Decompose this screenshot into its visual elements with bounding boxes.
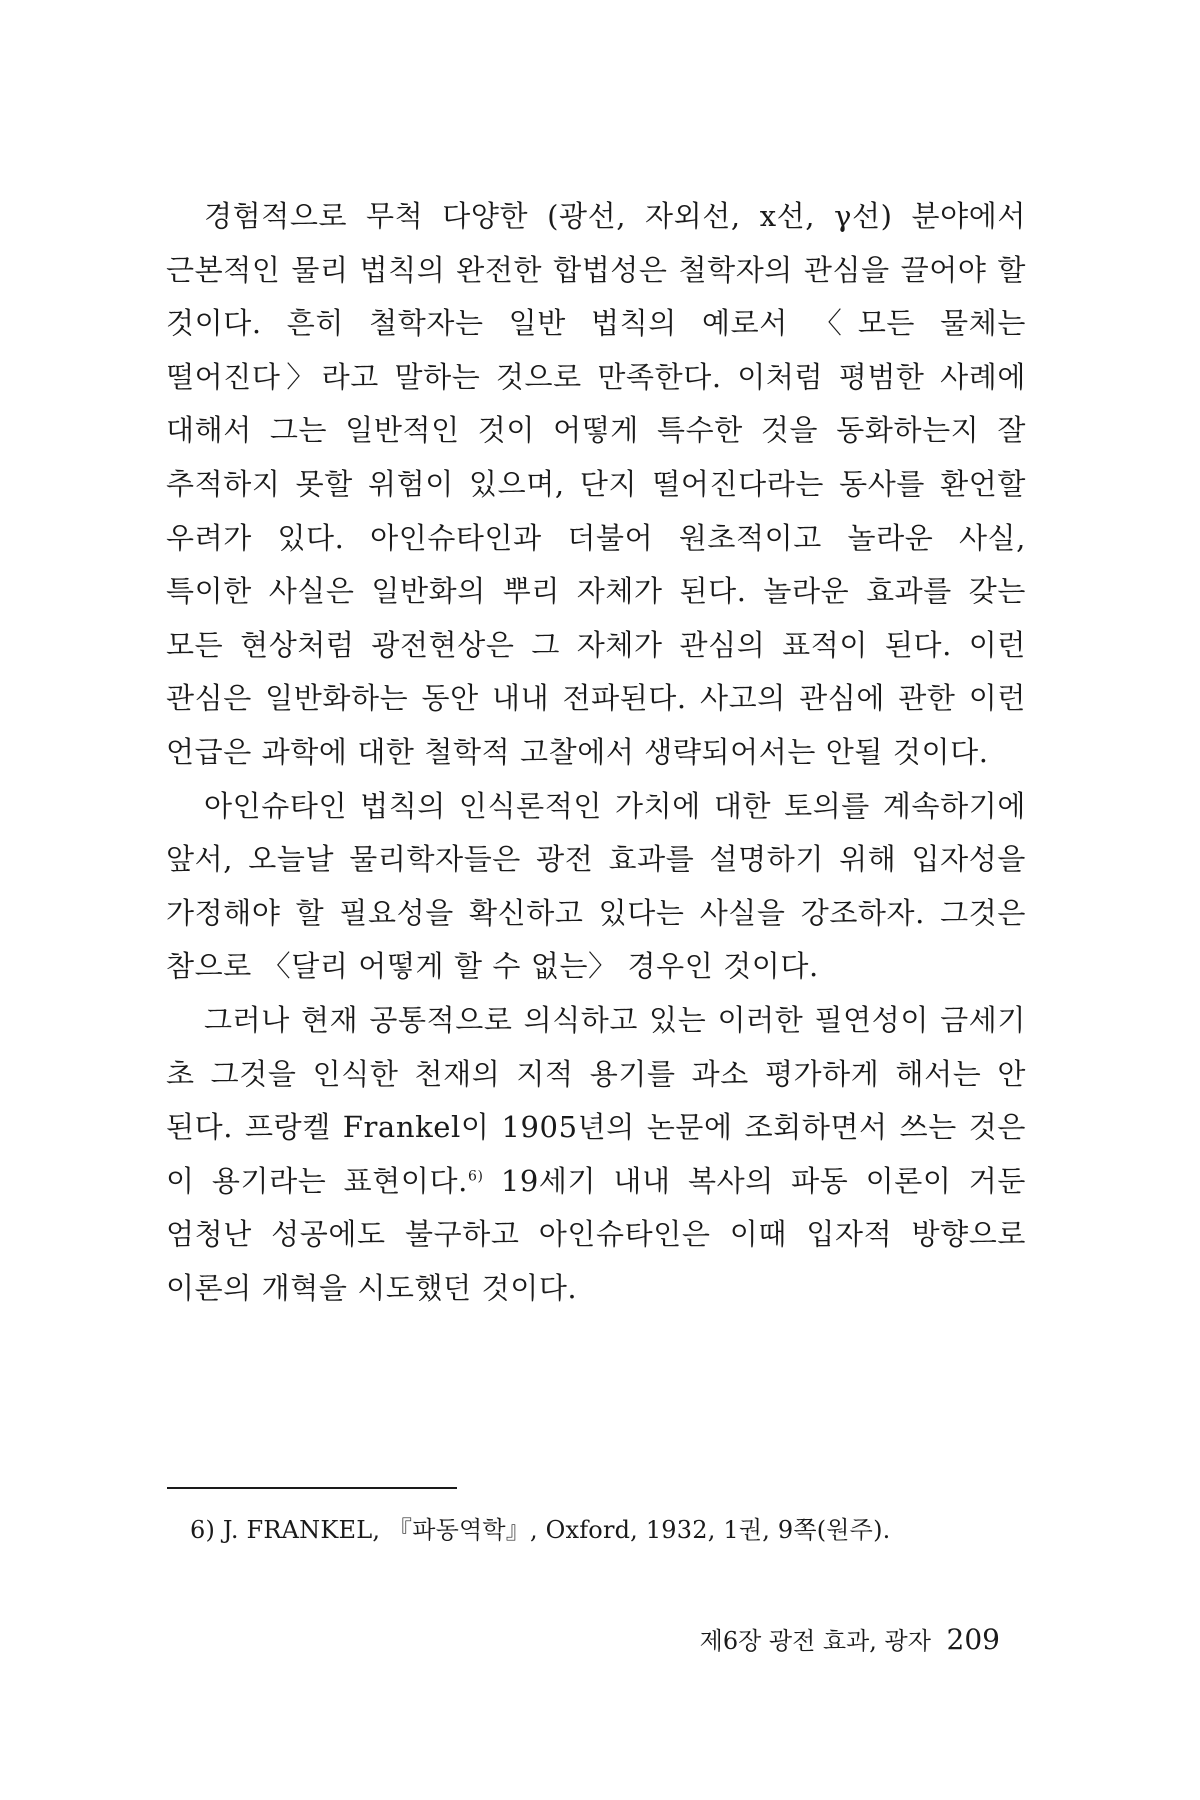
footnote-reference[interactable]: 6)	[467, 1168, 484, 1185]
paragraph-3-text: 그러나 현재 공통적으로 의식하고 있는 이러한 필연성이 금세기 초 그것을 인식한 천재의 지적 용기를 과소 평가하게 해서는 안 된다. 프랑켈 Frankel이 1905년의 논문에 조회하면서 쓰는 것은 이 용기라는 표현이다.	[166, 1002, 1026, 1198]
paragraph-2: 아인슈타인 법칙의 인식론적인 가치에 대한 토의를 계속하기에 앞서, 오늘날 물리학자들은 광전 효과를 설명하기 위해 입자성을 가정해야 할 필요성을 확신하고 있다는 사실을 강조하자. 그것은 참으로 〈달리 어떻게 할 수 없는〉 경우인 것이다.	[166, 788, 1026, 984]
footnote-text: J. FRANKEL, 『파동역학』, Oxford, 1932, 1권, 9쪽(원주).	[222, 1516, 891, 1544]
body-text	[166, 190, 1026, 1315]
footnote	[190, 1514, 1010, 1546]
running-footer	[700, 1623, 1000, 1658]
paragraph-3-continuation: 19세기 내내 복사의 파동 이론이 거둔 엄청난 성공에도 불구하고 아인슈타인은 이때 입자적 방향으로 이론의 개혁을 시도했던 것이다.	[166, 1163, 1026, 1305]
paragraph-1: 경험적으로 무척 다양한 (광선, 자외선, x선, γ선) 분야에서 근본적인 물리 법칙의 완전한 합법성은 철학자의 관심을 끌어야 할 것이다. 흔히 철학자는 일반 법칙의 예로서 〈모든 물체는 떨어진다〉라고 말하는 것으로 만족한다. 이처럼 평범한 사례에 대해서 그는 일반적인 것이 어떻게 특수한 것을 동화하는지 잘 추적하지 못할 위험이 있으며, 단지 떨어진다라는 동사를 환언할 우려가 있다. 아인슈타인과 더불어 원초적이고 놀라운 사실, 특이한 사실은 일반화의 뿌리 자체가 된다. 놀라운 효과를 갖는 모든 현상처럼 광전현상은 그 자체가 관심의 표적이 된다. 이런 관심은 일반화하는 동안 내내 전파된다. 사고의 관심에 관한 이런 언급은 과학에 대한 철학적 고찰에서 생략되어서는 안될 것이다.	[166, 199, 1026, 769]
footnote-marker: 6)	[190, 1516, 216, 1544]
page-number: 209	[946, 1623, 1000, 1656]
chapter-title: 제6장 광전 효과, 광자	[699, 1627, 931, 1655]
paragraph-3	[166, 994, 1026, 1316]
footnote-divider	[167, 1487, 457, 1489]
